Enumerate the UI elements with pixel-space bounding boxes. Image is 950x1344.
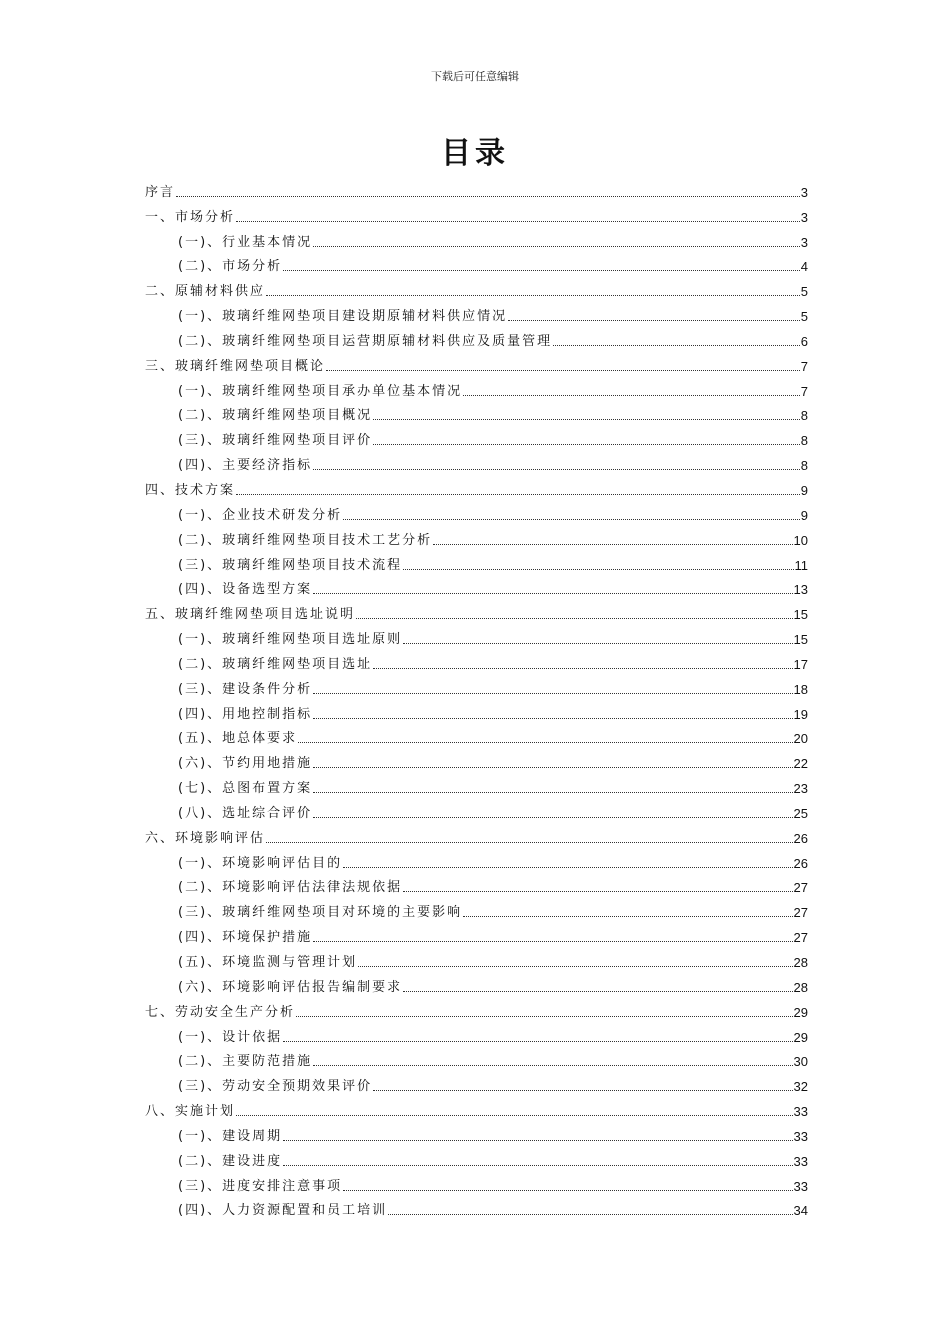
toc-entry[interactable] — [145, 797, 808, 822]
toc-dot-leader — [373, 668, 792, 669]
toc-entry-label: (一)、环境影响评估目的 — [178, 855, 343, 871]
toc-dot-leader — [403, 643, 792, 644]
toc-entry-label: (四)、环境保护措施 — [178, 930, 313, 946]
toc-dot-leader — [433, 544, 792, 545]
toc-entry[interactable] — [145, 449, 808, 474]
toc-entry-label: (四)、用地控制指标 — [178, 706, 313, 722]
toc-entry-label: (三)、玻璃纤维网垫项目评价 — [178, 433, 373, 449]
toc-entry[interactable] — [145, 1145, 808, 1170]
toc-entry[interactable] — [145, 424, 808, 449]
toc-entry[interactable] — [145, 623, 808, 648]
toc-entry-label: (一)、玻璃纤维网垫项目选址原则 — [178, 632, 403, 648]
toc-entry-page: 22 — [793, 756, 808, 772]
toc-entry[interactable] — [145, 300, 808, 325]
toc-dot-leader — [266, 842, 793, 843]
toc-entry-page: 33 — [793, 1153, 808, 1169]
toc-entry[interactable] — [145, 772, 808, 797]
toc-entry-label: 五、玻璃纤维网垫项目选址说明 — [145, 607, 356, 623]
toc-entry[interactable] — [145, 499, 808, 524]
toc-entry[interactable] — [145, 549, 808, 574]
toc-entry-label: 二、原辅材料供应 — [145, 284, 266, 300]
toc-entry[interactable] — [145, 1021, 808, 1046]
toc-entry-page: 5 — [800, 309, 808, 325]
toc-entry-label: (三)、建设条件分析 — [178, 681, 313, 697]
toc-dot-leader — [313, 792, 792, 793]
toc-entry-page: 3 — [800, 209, 808, 225]
toc-entry-page: 4 — [800, 259, 808, 275]
toc-entry-label: 七、劳动安全生产分析 — [145, 1004, 296, 1020]
toc-dot-leader — [236, 1115, 793, 1116]
toc-dot-leader — [313, 469, 800, 470]
toc-entry-page: 34 — [793, 1203, 808, 1219]
toc-entry[interactable] — [145, 872, 808, 897]
toc-entry-label: 一、市场分析 — [145, 209, 236, 225]
toc-entry-label: (三)、劳动安全预期效果评价 — [178, 1079, 373, 1095]
toc-entry-label: 四、技术方案 — [145, 482, 236, 498]
toc-entry-label: (五)、环境监测与管理计划 — [178, 955, 358, 970]
toc-dot-leader — [343, 1190, 792, 1191]
toc-entry-page: 27 — [793, 880, 808, 896]
toc-entry-page: 8 — [800, 433, 808, 449]
toc-entry-label: (三)、玻璃纤维网垫项目技术流程 — [178, 557, 403, 573]
toc-entry-page: 19 — [793, 706, 808, 722]
toc-entry-page: 5 — [800, 284, 808, 300]
toc-entry[interactable] — [145, 275, 808, 300]
toc-entry-page: 26 — [793, 830, 808, 846]
toc-dot-leader — [176, 196, 800, 197]
toc-entry-page: 29 — [793, 1029, 808, 1045]
toc-dot-leader — [553, 345, 800, 346]
toc-entry[interactable] — [145, 747, 808, 772]
toc-dot-leader — [463, 916, 792, 917]
toc-entry[interactable] — [145, 723, 808, 748]
toc-dot-leader — [236, 221, 800, 222]
toc-entry-label: (二)、玻璃纤维网垫项目技术工艺分析 — [178, 532, 433, 548]
toc-entry[interactable] — [145, 946, 808, 971]
toc-entry-label: (八)、选址综合评价 — [178, 805, 313, 821]
toc-entry-page: 11 — [794, 557, 808, 573]
toc-entry-label: (一)、玻璃纤维网垫项目承办单位基本情况 — [178, 383, 463, 399]
toc-dot-leader — [283, 1140, 792, 1141]
toc-entry[interactable] — [145, 574, 808, 599]
toc-entry-label: (三)、进度安排注意事项 — [178, 1178, 343, 1194]
toc-entry-label: (五)、地总体要求 — [178, 731, 298, 747]
toc-entry-page: 27 — [793, 930, 808, 946]
toc-entry-label: (二)、环境影响评估法律法规依据 — [178, 880, 403, 896]
toc-dot-leader — [463, 395, 800, 396]
toc-entry[interactable] — [145, 350, 808, 375]
toc-entry-page: 18 — [793, 681, 808, 697]
toc-entry-page: 33 — [793, 1178, 808, 1194]
toc-entry[interactable] — [145, 1170, 808, 1195]
toc-dot-leader — [373, 444, 800, 445]
toc-entry-page: 27 — [793, 905, 808, 921]
toc-entry-label: (一)、企业技术研发分析 — [178, 507, 343, 523]
toc-entry-label: (二)、市场分析 — [178, 259, 283, 275]
toc-entry[interactable] — [145, 698, 808, 723]
header-note: 下载后可任意编辑 — [431, 70, 519, 83]
toc-entry[interactable] — [145, 971, 808, 996]
toc-entry-page: 20 — [793, 731, 808, 747]
toc-entry[interactable] — [145, 921, 808, 946]
toc-entry[interactable] — [145, 176, 808, 201]
toc-entry[interactable] — [145, 996, 808, 1021]
toc-entry-page: 8 — [800, 458, 808, 474]
toc-entry-page: 23 — [793, 781, 808, 797]
toc-entry[interactable] — [145, 325, 808, 350]
toc-dot-leader — [343, 519, 800, 520]
toc-entry-page: 3 — [800, 234, 808, 250]
toc-entry-label: (一)、建设周期 — [178, 1128, 283, 1144]
toc-dot-leader — [313, 817, 792, 818]
toc-dot-leader — [373, 419, 800, 420]
toc-entry-label: (二)、主要防范措施 — [178, 1054, 313, 1070]
toc-dot-leader — [236, 494, 800, 495]
toc-dot-leader — [283, 1041, 792, 1042]
toc-entry-page: 13 — [793, 582, 808, 598]
toc-entry-page: 33 — [793, 1104, 808, 1120]
toc-entry[interactable] — [145, 251, 808, 276]
toc-entry-page: 28 — [793, 979, 808, 995]
toc-entry-label: (二)、建设进度 — [178, 1153, 283, 1169]
toc-entry-label: (二)、玻璃纤维网垫项目概况 — [178, 408, 373, 424]
toc-entry-page: 32 — [793, 1079, 808, 1095]
toc-dot-leader — [283, 270, 800, 271]
toc-entry-page: 15 — [793, 632, 808, 648]
toc-entry[interactable] — [145, 1095, 808, 1120]
toc-entry-page: 7 — [800, 358, 808, 374]
toc-dot-leader — [313, 693, 792, 694]
toc-entry[interactable] — [145, 673, 808, 698]
toc-entry-label: 六、环境影响评估 — [145, 830, 266, 846]
toc-title: 目录 — [441, 136, 509, 171]
toc-entry-page: 3 — [800, 184, 808, 200]
toc-dot-leader — [388, 1214, 792, 1215]
toc-dot-leader — [373, 1090, 792, 1091]
toc-dot-leader — [298, 742, 792, 743]
toc-entry[interactable] — [145, 400, 808, 425]
toc-entry-label: (二)、玻璃纤维网垫项目选址 — [178, 656, 373, 672]
toc-dot-leader — [326, 370, 800, 371]
toc-dot-leader — [358, 966, 792, 967]
toc-entry[interactable] — [145, 1120, 808, 1145]
toc-dot-leader — [313, 941, 792, 942]
toc-dot-leader — [313, 246, 800, 247]
toc-entry[interactable] — [145, 1070, 808, 1095]
toc-entry[interactable] — [145, 648, 808, 673]
toc-entry-label: (四)、人力资源配置和员工培训 — [178, 1203, 388, 1219]
toc-dot-leader — [403, 569, 793, 570]
toc-dot-leader — [296, 1016, 793, 1017]
toc-entry-page: 30 — [793, 1054, 808, 1070]
toc-entry-label: (三)、玻璃纤维网垫项目对环境的主要影响 — [178, 905, 463, 921]
toc-entry-label: (六)、节约用地措施 — [178, 756, 313, 772]
toc-entry[interactable] — [145, 822, 808, 847]
toc-entry[interactable] — [145, 375, 808, 400]
toc-entry[interactable] — [145, 474, 808, 499]
toc-dot-leader — [313, 593, 792, 594]
toc-entry[interactable] — [145, 847, 808, 872]
toc-entry-page: 25 — [793, 805, 808, 821]
toc-entry-label: (一)、玻璃纤维网垫项目建设期原辅材料供应情况 — [178, 309, 508, 325]
toc-entry-label: (六)、环境影响评估报告编制要求 — [178, 979, 403, 995]
toc-dot-leader — [283, 1165, 792, 1166]
toc-entry-label: (四)、设备选型方案 — [178, 582, 313, 598]
toc-dot-leader — [356, 618, 793, 619]
toc-entry-label: (二)、玻璃纤维网垫项目运营期原辅材料供应及质量管理 — [178, 333, 553, 349]
toc-entry-label: 序言 — [145, 184, 176, 200]
toc-entry[interactable] — [145, 598, 808, 623]
toc-entry-page: 29 — [793, 1004, 808, 1020]
toc-dot-leader — [313, 767, 792, 768]
toc-entry[interactable] — [145, 896, 808, 921]
toc-dot-leader — [313, 718, 792, 719]
toc-entry[interactable] — [145, 1195, 808, 1220]
toc-entry-page: 15 — [793, 607, 808, 623]
toc-dot-leader — [266, 295, 800, 296]
toc-entry[interactable] — [145, 524, 808, 549]
toc-dot-leader — [403, 991, 792, 992]
toc-dot-leader — [343, 867, 792, 868]
toc-entry-page: 33 — [793, 1128, 808, 1144]
toc-dot-leader — [313, 1065, 792, 1066]
toc-entry[interactable] — [145, 201, 808, 226]
toc-dot-leader — [508, 320, 800, 321]
toc-entry-page: 9 — [800, 482, 808, 498]
toc-entry-page: 26 — [793, 855, 808, 871]
toc-entry-label: (七)、总图布置方案 — [178, 781, 313, 797]
toc-entry-label: (四)、主要经济指标 — [178, 458, 313, 474]
toc-entry-label: 三、玻璃纤维网垫项目概论 — [145, 358, 326, 374]
toc-entry-label: (一)、行业基本情况 — [178, 234, 313, 250]
toc-entry-page: 8 — [800, 408, 808, 424]
toc-entry[interactable] — [145, 1046, 808, 1071]
toc-entry-page: 10 — [793, 532, 808, 548]
toc-entry-page: 17 — [793, 656, 808, 672]
toc-entry-label: 八、实施计划 — [145, 1104, 236, 1120]
toc-entry[interactable] — [145, 226, 808, 251]
toc-entry-page: 7 — [800, 383, 808, 399]
table-of-contents — [145, 176, 808, 1219]
toc-entry-label: (一)、设计依据 — [178, 1029, 283, 1045]
toc-entry-page: 28 — [793, 955, 808, 970]
toc-dot-leader — [403, 891, 792, 892]
toc-entry-page: 9 — [800, 507, 808, 523]
toc-entry-page: 6 — [800, 333, 808, 349]
